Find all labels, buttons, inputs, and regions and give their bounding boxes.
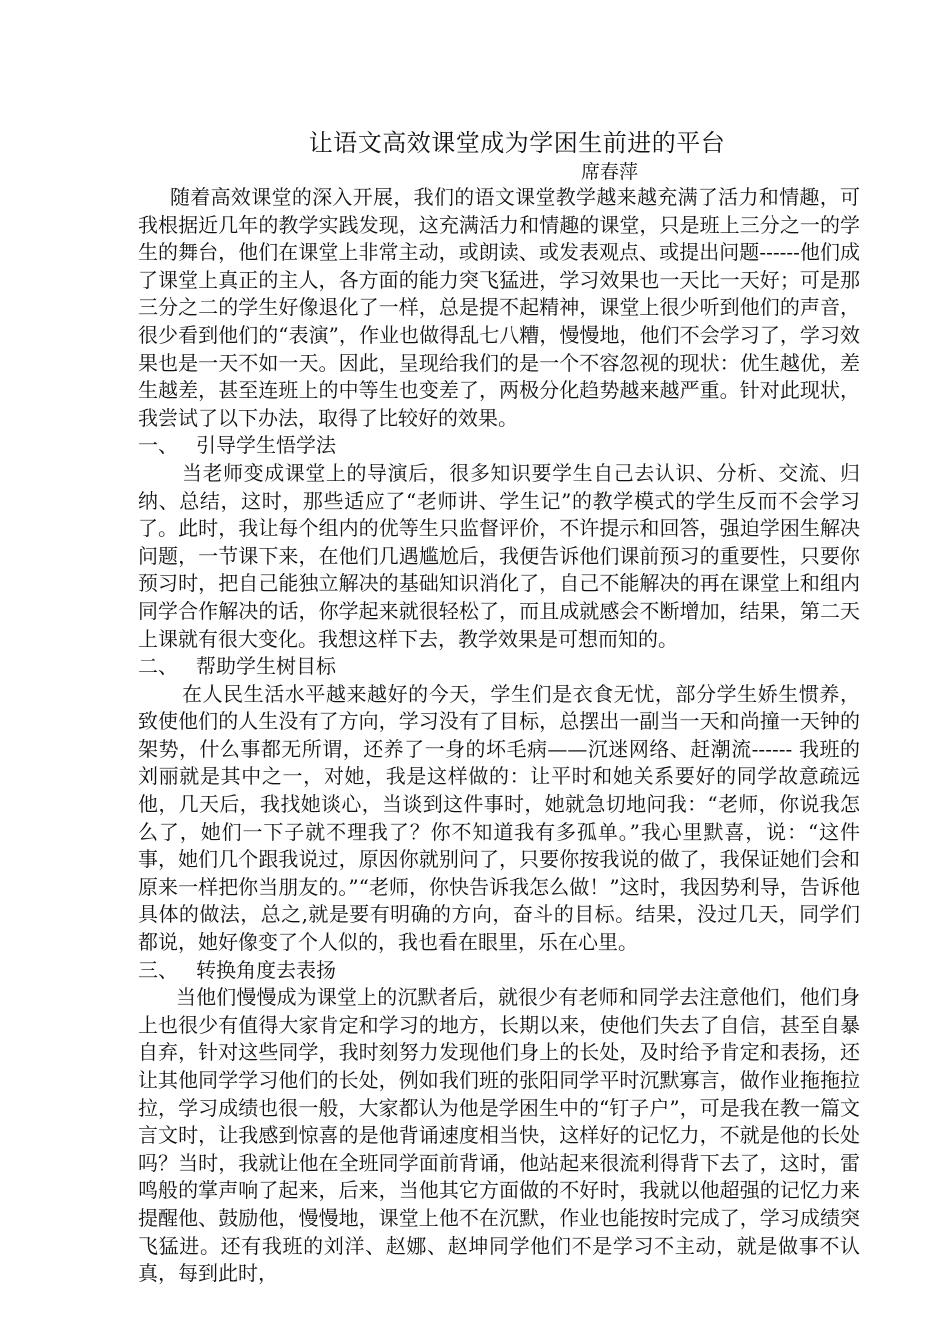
section-body-1: 当老师变成课堂上的导演后，很多知识要学生自己去认识、分析、交流、归纳、总结，这时，那些适应了“老师讲、学生记”的教学模式的学生反而不会学习了。此时，我让每个组内的优等生只监督评价，不许提示和回答，强迫学困生解决问题，一节课下来，在他们几遇尴尬后，我便告诉他们课前预习的重要性，只要你预习时，把自己能独立解决的基础知识消化了，自己不能解决的再在课堂上和组内同学合作解决的话，你学起来就很轻松了，而且成就感会不断增加，结果，第二天上课就有很大变化。我想这样下去，教学效果是可想而知的。 xyxy=(138,460,860,651)
document-title: 让语文高效课堂成为学困生前进的平台 xyxy=(308,129,726,157)
section-title-2: 帮助学生树目标 xyxy=(196,654,336,679)
section-heading-2 xyxy=(138,653,860,681)
section-body-2: 在人民生活水平越来越好的今天，学生们是衣食无忧，部分学生娇生惯养，致使他们的人生没有了方向，学习没有了目标，总摆出一副当一天和尚撞一天钟的架势，什么事都无所谓，还养了一身的坏毛病——沉迷网络、赶潮流------ 我班的刘丽就是其中之一，对她，我是这样做的：让平时和她关系要好的同学故意疏远他，几天后，我找她谈心，当谈到这件事时，她就急切地问我：“老师，你说我怎么了，她们一下子就不理我了？你不知道我有多孤单。”我心里默喜，说：“这件事，她们几个跟我说过，原因你就别问了，只要你按我说的做了，我保证她们会和原来一样把你当朋友的。”“老师，你快告诉我怎么做！”这时，我因势利导，告诉他具体的做法，总之,就是要有明确的方向，奋斗的目标。结果，没过几天，同学们都说，她好像变了个人似的，我也看在眼里，乐在心里。 xyxy=(138,681,860,955)
section-heading-3 xyxy=(138,957,860,985)
section-title-3: 转换角度去表扬 xyxy=(196,957,336,982)
intro-paragraph: 随着高效课堂的深入开展，我们的语文课堂教学越来越充满了活力和情趣，可我根据近几年的教学实践发现，这充满活力和情趣的课堂，只是班上三分之一的学生的舞台，他们在课堂上非常主动，或朗读、或发表观点、或提出问题------他们成了课堂上真正的主人，各方面的能力突飞猛进，学习效果也一天比一天好；可是那三分之二的学生好像退化了一样，总是提不起精神，课堂上很少听到他们的声音，很少看到他们的“表演”，作业也做得乱七八糟，慢慢地，他们不会学习了，学习效果也是一天不如一天。因此，呈现给我们的是一个不容忽视的现状：优生越优，差生越差，甚至连班上的中等生也变差了，两极分化趋势越来越严重。针对此现状，我尝试了以下办法，取得了比较好的效果。 xyxy=(138,185,860,430)
section-number-1: 一、 xyxy=(138,433,178,458)
document-page xyxy=(138,126,860,1288)
section-heading-1 xyxy=(138,432,860,460)
section-title-1: 引导学生悟学法 xyxy=(196,433,336,458)
author-name: 席春萍 xyxy=(580,161,638,183)
section-number-3: 三、 xyxy=(138,957,178,982)
section-body-3: 当他们慢慢成为课堂上的沉默者后，就很少有老师和同学去注意他们，他们身上也很少有值得大家肯定和学习的地方，长期以来，使他们失去了自信，甚至自暴自弃，针对这些同学，我时刻努力发现他们身上的长处，及时给予肯定和表扬，还让其他同学学习他们的长处，例如我们班的张阳同学平时沉默寡言，做作业拖拖拉拉，学习成绩也很一般，大家都认为他是学困生中的“钉子户”，可是我在教一篇文言文时，让我感到惊喜的是他背诵速度相当快，这样好的记忆力，不就是他的长处吗？当时，我就让他在全班同学面前背诵，他站起来很流利得背下去了，这时，雷鸣般的掌声响了起来，后来，当他其它方面做的不好时，我就以他超强的记忆力来提醒他、鼓励他，慢慢地，课堂上他不在沉默，作业也能按时完成了，学习成绩突飞猛进。还有我班的刘洋、赵娜、赵坤同学他们不是学习不主动，就是做事不认真，每到此时， xyxy=(138,985,860,1286)
section-number-2: 二、 xyxy=(138,654,178,679)
